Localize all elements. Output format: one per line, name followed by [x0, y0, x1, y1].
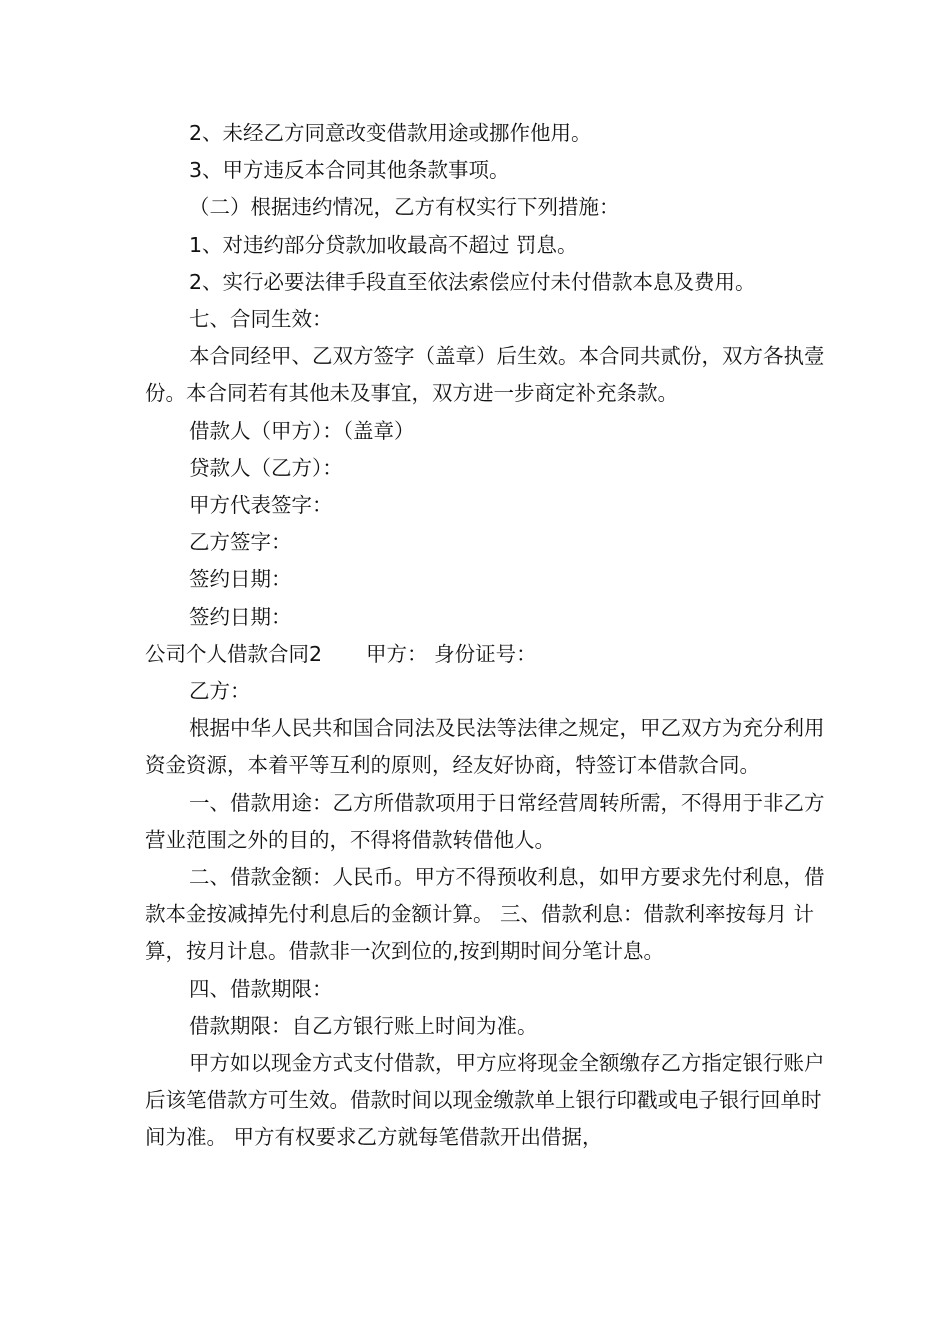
clause-line: 3、甲方违反本合同其他条款事项。 [189, 158, 510, 183]
date-line: 签约日期： [189, 567, 292, 592]
document-page [145, 115, 825, 1157]
clause-line: 2、实行必要法律手段直至依法索偿应付未付借款本息及费用。 [189, 269, 756, 294]
paragraph: 一、借款用途：乙方所借款项用于日常经营周转所需，不得用于非乙方营业范围之外的目的，不得将借款转借他人。 [145, 790, 825, 852]
party-b-line: 乙方： [189, 679, 251, 704]
signature-line: 贷款人（乙方）： [189, 455, 343, 480]
contract-title-line [145, 636, 825, 673]
section-heading: 七、合同生效： [189, 307, 333, 332]
paragraph: 二、借款金额：人民币。甲方不得预收利息，如甲方要求先付利息，借款本金按减掉先付利息后的金额计算。 三、借款利息：借款利率按每月 计算，按月计息。借款非一次到位的,按到期时间分笔计息。 [145, 865, 825, 964]
date-line: 签约日期： [189, 604, 292, 629]
paragraph: 根据中华人民共和国合同法及民法等法律之规定，甲乙双方为充分利用资金资源，本着平等互利的原则，经友好协商，特签订本借款合同。 [145, 716, 825, 778]
signature-line: 借款人（甲方）：（盖章） [189, 418, 415, 443]
signature-line: 乙方签字： [189, 530, 292, 555]
party-a-line: 甲方： 身份证号： [366, 641, 537, 666]
clause-line: 2、未经乙方同意改变借款用途或挪作他用。 [189, 121, 592, 145]
signature-line: 甲方代表签字： [189, 493, 333, 518]
clause-line: 借款期限：自乙方银行账上时间为准。 [189, 1013, 538, 1038]
clause-line: 1、对违约部分贷款加收最高不超过 罚息。 [189, 232, 578, 257]
clause-line: （二）根据违约情况，乙方有权实行下列措施： [189, 195, 620, 220]
section-heading: 四、借款期限： [189, 976, 333, 1001]
contract-title: 公司个人借款合同2 [145, 641, 323, 666]
paragraph: 本合同经甲、乙双方签字（盖章）后生效。本合同共贰份，双方各执壹份。本合同若有其他未及事宜，双方进一步商定补充条款。 [145, 344, 825, 406]
paragraph: 甲方如以现金方式支付借款，甲方应将现金全额缴存乙方指定银行账户后该笔借款方可生效。借款时间以现金缴款单上银行印戳或电子银行回单时间为准。 甲方有权要求乙方就每笔借款开出借据， [145, 1051, 825, 1150]
